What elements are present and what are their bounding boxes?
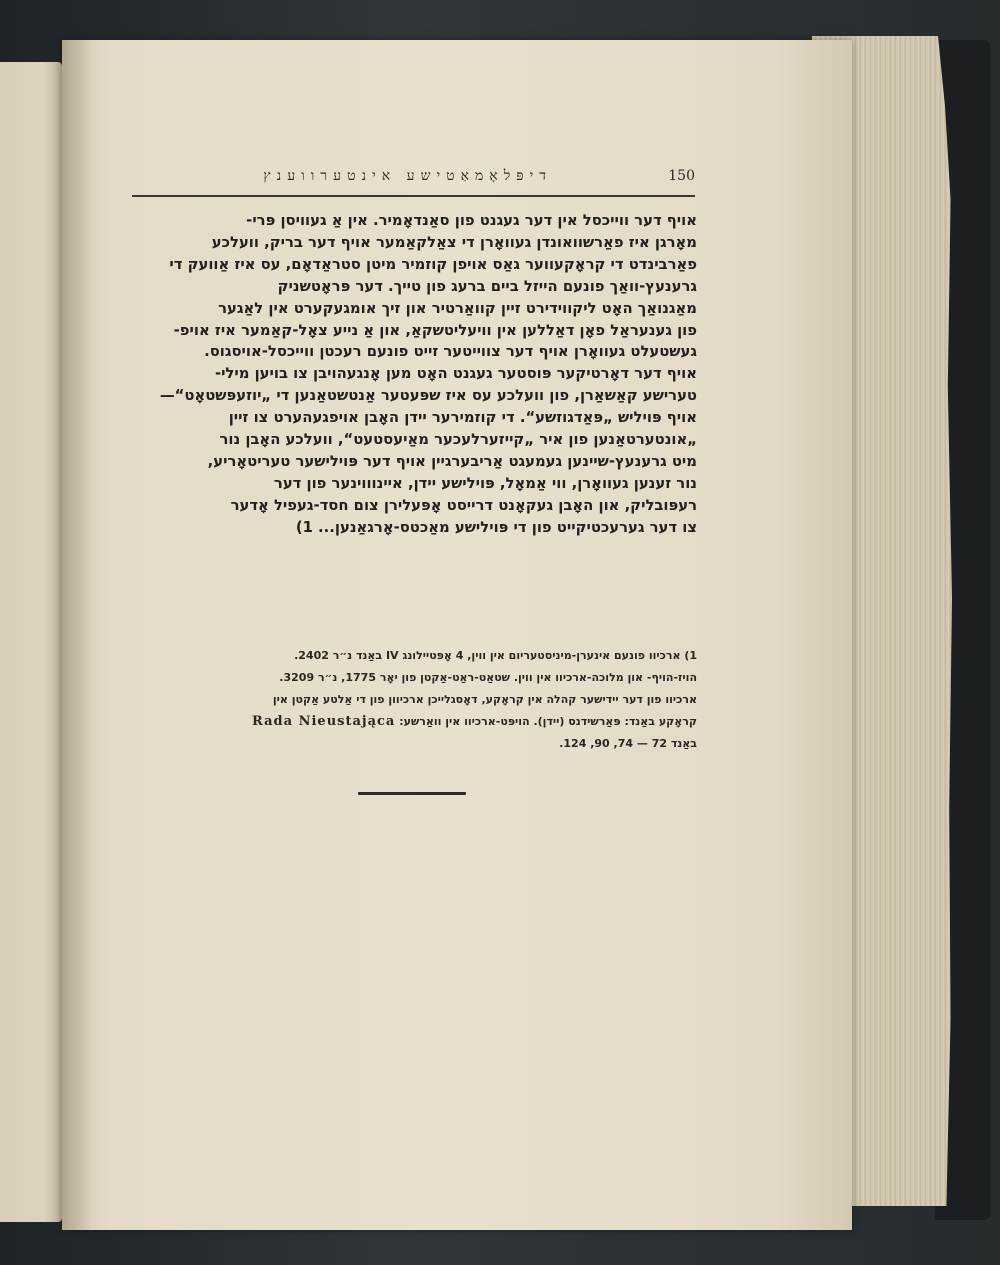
footnote-line-hebrew: קראָקע באַנד: פּאַרשידנס (יידן). הויפּט-ארכיוו אין וואַרשע: bbox=[399, 715, 697, 728]
text-line: אויף דער דאָרטיקער פּוסטער געגנט האָט מען אָנגעהויבן צו בויען מילי- bbox=[214, 365, 697, 383]
book-page bbox=[62, 40, 852, 1230]
running-head: דיפּלאָמאַטישע אינטערווענץ bbox=[263, 168, 552, 184]
footnote-line-latin: Rada Nieustająca bbox=[252, 714, 396, 729]
footnote-line: ארכיוו פון דער יידישער קהלה אין קראָקע, דאָסגלייכן ארכיוון פון די אַלטע אַקטן אין bbox=[272, 693, 697, 706]
footnote-line bbox=[120, 711, 697, 733]
section-end-rule bbox=[358, 792, 466, 795]
footnote-line: 1) ארכיוו פונעם אינערן-מיניסטעריום אין ווין, 4 אָפּטיילונג IV באַנד נ״ר 2402. bbox=[294, 649, 697, 662]
text-line: אויף פּויליש „פּאַדגוזשע“. די קוזמירער יידן האָבן אויפגעהערט צו זיין bbox=[228, 409, 697, 427]
footnote-line: באַנד 72 — 74, 90, 124. bbox=[559, 737, 697, 750]
page-number: 150 bbox=[668, 168, 695, 184]
body-text bbox=[114, 210, 697, 539]
text-line: טערישע קאַשאַרן, פון וועלכע עס איז שפּעטער אַנטשטאַנען די „יוזעפּשטאָט“— bbox=[159, 387, 697, 405]
text-line: מאָרגן איז פאַרשוואונדן געוואָרן די צאַלקאַמער אויף דער בריק, וועלכע bbox=[211, 233, 697, 251]
text-line: געשטעלט געוואָרן אויף דער צווייטער זייט פונעם רעכטן ווייכסל-אויסגוס. bbox=[204, 343, 697, 361]
text-line: צו דער גערעכטיקייט פון די פּוילישע מאַכטס-אָרגאַנען... 1) bbox=[295, 518, 697, 536]
text-line: גרענעץ-וואַך פונעם הייזל ביים ברעג פון טייך. דער פּראָטשניק bbox=[277, 277, 697, 295]
text-line: „אונטערטאַנען פון איר „קייזערלעכער מאַיעסטעט“, וועלכע האָבן נור bbox=[219, 431, 697, 449]
footnotes bbox=[120, 645, 697, 755]
text-line: אויף דער ווייכסל אין דער געגנט פון סאַנדאָמיר. אין אַ געוויסן פּרי- bbox=[246, 212, 697, 229]
left-page-edge bbox=[0, 62, 62, 1222]
text-line: רעפּובליק, און האָבן געקאָנט דרייסט אָפּעלירן צום חסד-געפיל אָדער bbox=[230, 496, 697, 514]
footnote-line: הויז-הויף- און מלוכה-ארכיוו אין ווין. שטאַט-ראַט-אַקטן פון יאָר 1775, נ״ר 3209. bbox=[279, 671, 697, 684]
text-line: מאַגנואַך האָט ליקווידירט זיין קוואַרטיר און זיך אומגעקערט אין לאַגער bbox=[218, 299, 697, 317]
text-line: פאַרבינדט די קראָקעווער גאַס אויפן קוזמיר מיטן סטראַדאָם, עס איז אַוועק די bbox=[169, 255, 697, 273]
text-line: מיט גרענעץ-שיינען געמעגט אַריבערגיין אויף דער פּוילישער טעריטאָריע, bbox=[207, 452, 697, 470]
gutter-shadow bbox=[62, 40, 92, 1230]
text-line: נור זענען געוואָרן, ווי אַמאָל, פּוילישע יידן, איינוווינער פון דער bbox=[273, 474, 697, 492]
page-header bbox=[132, 160, 695, 200]
header-rule bbox=[132, 195, 695, 197]
text-line: פון גענעראַל פאָן דאַללען אין וויעליטשקאַ, און אַ נייע צאָל-קאַמער איז אויפ- bbox=[173, 321, 697, 339]
